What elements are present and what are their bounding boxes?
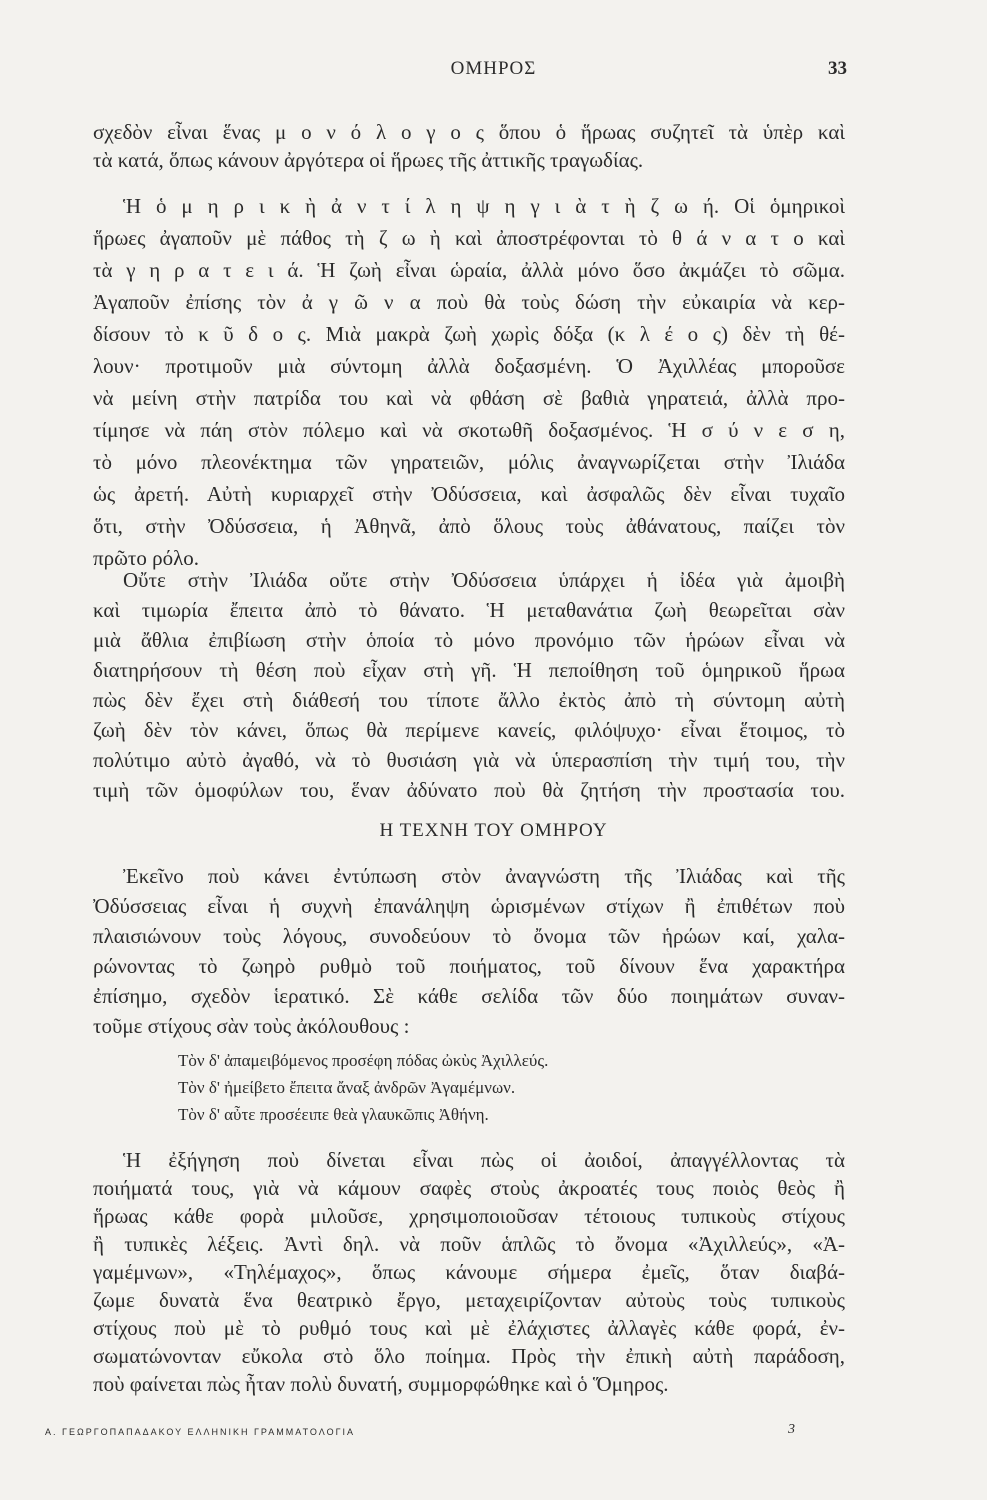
text-line: ζωμε δυνατὰ ἕνα θεατρικὸ ἔργο, μεταχειρίζονταν αὐτοὺς τοὺς τυπικοὺς — [93, 1288, 845, 1312]
running-head — [0, 58, 987, 84]
text-line: ποιήματά τους, γιὰ νὰ κάμουν σαφὲς στοὺς ἀκροατές τους ποιὸς θεὸς ἢ — [93, 1176, 845, 1200]
signature-mark: 3 — [788, 1422, 795, 1437]
text-line: Ἀγαποῦν ἐπίσης τὸν ἀ γ ῶ ν α ποὺ θὰ τοὺς δώση τὴν εὐκαιρία νὰ κερ- — [93, 290, 845, 314]
text-line: λουν· προτιμοῦν μιὰ σύντομη ἀλλὰ δοξασμένη. Ὁ Ἀχιλλέας μποροῦσε — [93, 354, 845, 378]
text-line: τὰ κατά, ὅπως κάνουν ἀργότερα οἱ ἥρωες τῆς ἀττικῆς τραγωδίας. — [93, 148, 644, 172]
text-line: ρώνοντας τὸ ζωηρὸ ρυθμὸ τοῦ ποιήματος, τοῦ δίνουν ἕνα χαρακτήρα — [93, 954, 845, 978]
text-line: ὅτι, στὴν Ὀδύσσεια, ἡ Ἀθηνᾶ, ἀπὸ ὅλους τοὺς ἀθάνατους, παίζει τὸν — [93, 514, 845, 538]
verse-line: Τὸν δ' ἀπαμειβόμενος προσέφη πόδας ὠκὺς Ἀχιλλεύς. — [178, 1051, 549, 1070]
text-line: Ἡ ὁ μ η ρ ι κ ὴ ἀ ν τ ί λ η ψ η γ ι ὰ τ ὴ ζ ω ή. Οἱ ὁμηρικοὶ — [123, 194, 845, 218]
text-line: πρῶτο ρόλο. — [93, 546, 200, 570]
text-line: τοῦμε στίχους σὰν τοὺς ἀκόλουθους : — [93, 1014, 410, 1038]
text-line: νὰ μείνη στὴν πατρίδα του καὶ νὰ φθάση σὲ βαθιὰ γηρατειά, ἀλλὰ προ- — [93, 386, 845, 410]
text-line: ἐπίσημο, σχεδὸν ἱερατικό. Σὲ κάθε σελίδα τῶν δύο ποιημάτων συναν- — [93, 984, 845, 1008]
running-title: ΟΜΗΡΟΣ — [450, 58, 537, 79]
text-line: γαμέμνων», «Τηλέμαχος», ὅπως κάνουμε σήμερα ἐμεῖς, ὅταν διαβά- — [93, 1260, 845, 1284]
text-line: μιὰ ἄθλια ἐπιβίωση στὴν ὁποία τὸ μόνο προνόμιο τῶν ἡρώων εἶναι νὰ — [93, 628, 845, 652]
text-line: ὡς ἀρετή. Αὐτὴ κυριαρχεῖ στὴν Ὀδύσσεια, καὶ ἀσφαλῶς δὲν εἶναι τυχαῖο — [93, 482, 845, 506]
text-line: πολύτιμο αὐτὸ ἀγαθό, νὰ τὸ θυσιάση γιὰ νὰ ὑπερασπίση τὴν τιμή του, τὴν — [93, 748, 845, 772]
text-line: διατηρήσουν τὴ θέση ποὺ εἶχαν στὴ γῆ. Ἡ πεποίθηση τοῦ ὁμηρικοῦ ἥρωα — [93, 658, 845, 682]
section-heading: Η ΤΕΧΝΗ ΤΟΥ ΟΜΗΡΟΥ — [379, 820, 608, 841]
text-line: τὸ μόνο πλεονέκτημα τῶν γηρατειῶν, μόλις ἀναγνωρίζεται στὴν Ἰλιάδα — [93, 450, 845, 474]
text-line: Ἡ ἐξήγηση ποὺ δίνεται εἶναι πὼς οἱ ἀοιδοί, ἀπαγγέλλοντας τὰ — [123, 1148, 845, 1172]
text-line: πὼς δὲν ἔχει στὴ διάθεσή του τίποτε ἄλλο ἐκτὸς ἀπὸ τὴ σύντομη αὐτὴ — [93, 688, 845, 712]
text-line: τίμησε νὰ πάη στὸν πόλεμο καὶ νὰ σκοτωθῆ δοξασμένος. Ἡ σ ύ ν ε σ η, — [93, 418, 845, 442]
text-line: τὰ γ η ρ α τ ε ι ά. Ἡ ζωὴ εἶναι ὡραία, ἀλλὰ μόνο ὅσο ἀκμάζει τὸ σῶμα. — [93, 258, 845, 282]
text-line: Ὀδύσσειας εἶναι ἡ συχνὴ ἐπανάληψη ὡρισμένων στίχων ἢ ἐπιθέτων ποὺ — [93, 894, 845, 918]
text-line: στίχους ποὺ μὲ τὸ ρυθμό τους καὶ μὲ ἐλάχιστες ἀλλαγὲς κάθε φορά, ἐν- — [93, 1316, 845, 1340]
text-line: ποὺ φαίνεται πὼς ἦταν πολὺ δυνατή, συμμορφώθηκε καὶ ὁ Ὅμηρος. — [93, 1372, 669, 1396]
text-line: τιμὴ τῶν ὁμοφύλων του, ἕναν ἀδύνατο ποὺ θὰ ζητήση τὴν προστασία του. — [93, 778, 845, 802]
verse-line: Τὸν δ' ἠμείβετο ἔπειτα ἄναξ ἀνδρῶν Ἀγαμέμνων. — [178, 1078, 516, 1097]
page-number: 33 — [828, 58, 847, 79]
text-line: καὶ τιμωρία ἔπειτα ἀπὸ τὸ θάνατο. Ἡ μεταθανάτια ζωὴ θεωρεῖται σὰν — [93, 598, 845, 622]
text-line: σχεδὸν εἶναι ἕνας μ ο ν ό λ ο γ ο ς ὅπου ὁ ἥρωας συζητεῖ τὰ ὑπὲρ καὶ — [93, 120, 845, 144]
text-line: ἢ τυπικὲς λέξεις. Ἀντὶ δηλ. νὰ ποῦν ἁπλῶς τὸ ὄνομα «Ἀχιλλεύς», «Ἀ- — [93, 1232, 845, 1256]
text-line: Ἐκεῖνο ποὺ κάνει ἐντύπωση στὸν ἀναγνώστη τῆς Ἰλιάδας καὶ τῆς — [123, 864, 845, 888]
text-line: ἥρωες ἀγαποῦν μὲ πάθος τὴ ζ ω ὴ καὶ ἀποστρέφονται τὸ θ ά ν α τ ο καὶ — [93, 226, 845, 250]
text-line: σωματώνονταν εὔκολα στὸ ὅλο ποίημα. Πρὸς τὴν ἐπικὴ αὐτὴ παράδοση, — [93, 1344, 845, 1368]
verse-line: Τὸν δ' αὖτε προσέειπε θεὰ γλαυκῶπις Ἀθήνη. — [178, 1105, 489, 1124]
printer-signature: Α. ΓΕΩΡΓΟΠΑΠΑΔΑΚΟΥ ΕΛΛΗΝΙΚΗ ΓΡΑΜΜΑΤΟΛΟΓΙΑ — [45, 1427, 356, 1437]
text-line: Οὔτε στὴν Ἰλιάδα οὔτε στὴν Ὀδύσσεια ὑπάρχει ἡ ἰδέα γιὰ ἀμοιβὴ — [123, 568, 845, 592]
text-line: δίσουν τὸ κ ῦ δ ο ς. Μιὰ μακρὰ ζωὴ χωρὶς δόξα (κ λ έ ο ς) δὲν τὴ θέ- — [93, 322, 845, 346]
text-line: ζωὴ δὲν τὸν κάνει, ὅπως θὰ περίμενε κανείς, φιλόψυχο· εἶναι ἕτοιμος, τὸ — [93, 718, 845, 742]
text-line: πλαισιώνουν τοὺς λόγους, συνοδεύουν τὸ ὄνομα τῶν ἡρώων καί, χαλα- — [93, 924, 845, 948]
text-line: ἥρωας κάθε φορὰ μιλοῦσε, χρησιμοποιοῦσαν τέτοιους τυπικοὺς στίχους — [93, 1204, 845, 1228]
